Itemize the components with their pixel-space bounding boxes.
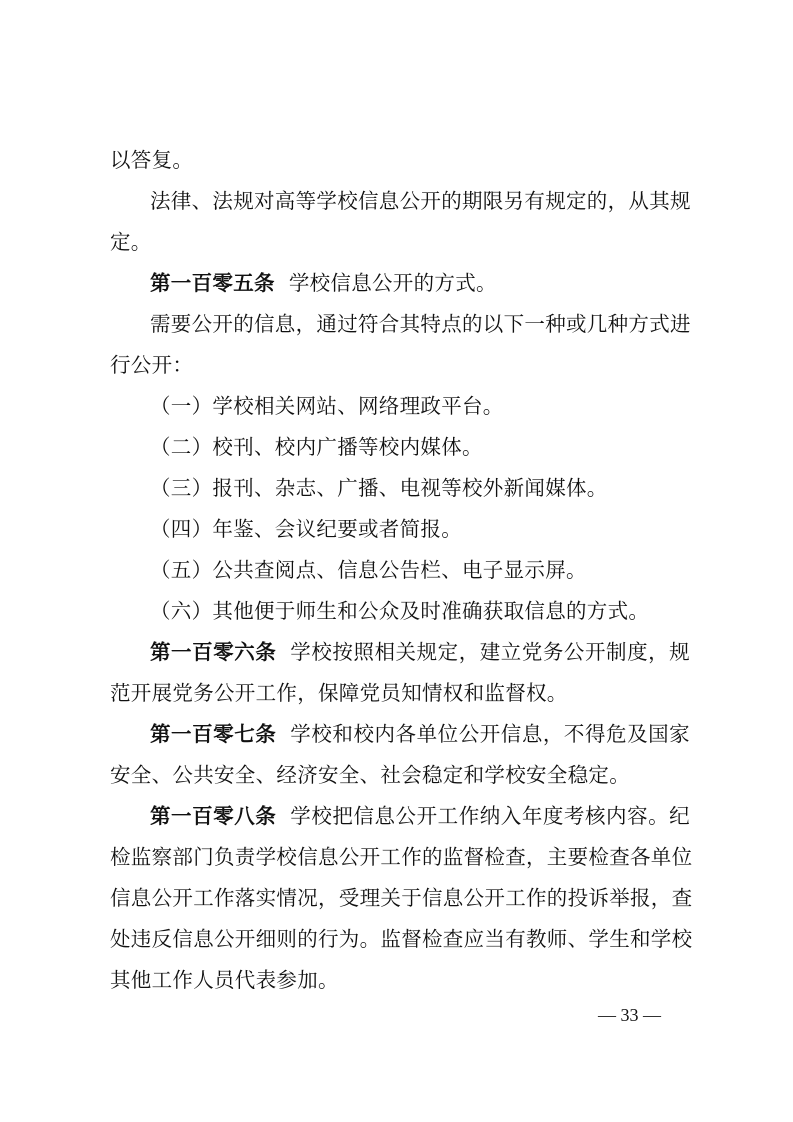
text-line: 法律、法规对高等学校信息公开的期限另有规定的，从其规 — [150, 189, 691, 213]
article-105 — [150, 270, 690, 296]
article-text: 学校把信息公开工作纳入年度考核内容。纪 — [290, 804, 690, 828]
text-line: 定。 — [110, 230, 152, 254]
page-number: — 33 — — [598, 1005, 661, 1025]
list-item: （五）公共查阅点、信息公告栏、电子显示屏。 — [150, 558, 587, 582]
article-title: 第一百零八条 — [150, 804, 277, 828]
text-line: 安全、公共安全、经济安全、社会稳定和学校安全稳定。 — [110, 763, 630, 787]
article-108 — [150, 803, 690, 829]
article-text: 学校和校内各单位公开信息，不得危及国家 — [290, 722, 690, 746]
text-line: 其他工作人员代表参加。 — [110, 968, 339, 992]
list-item: （一）学校相关网站、网络理政平台。 — [150, 394, 504, 418]
text-line: 范开展党务公开工作，保障党员知情权和监督权。 — [110, 681, 568, 705]
article-title: 第一百零七条 — [150, 722, 277, 746]
list-item: （四）年鉴、会议纪要或者简报。 — [150, 517, 462, 541]
text-line: 信息公开工作落实情况，受理关于信息公开工作的投诉举报，查 — [110, 886, 693, 910]
text-line: 检监察部门负责学校信息公开工作的监督检查，主要检查各单位 — [110, 845, 693, 869]
text-line: 处违反信息公开细则的行为。监督检查应当有教师、学生和学校 — [110, 927, 693, 951]
article-text: 学校信息公开的方式。 — [288, 271, 497, 295]
article-title: 第一百零六条 — [150, 640, 277, 664]
list-item: （六）其他便于师生和公众及时准确获取信息的方式。 — [150, 599, 650, 623]
article-107 — [150, 721, 690, 747]
article-106 — [150, 639, 690, 665]
article-title: 第一百零五条 — [150, 271, 275, 295]
text-line: 需要公开的信息，通过符合其特点的以下一种或几种方式进 — [150, 312, 691, 336]
list-item: （三）报刊、杂志、广播、电视等校外新闻媒体。 — [150, 476, 608, 500]
text-line: 行公开： — [110, 353, 194, 377]
article-text: 学校按照相关规定，建立党务公开制度，规 — [290, 640, 690, 664]
text-line: 以答复。 — [110, 148, 194, 172]
list-item: （二）校刊、校内广播等校内媒体。 — [150, 435, 483, 459]
